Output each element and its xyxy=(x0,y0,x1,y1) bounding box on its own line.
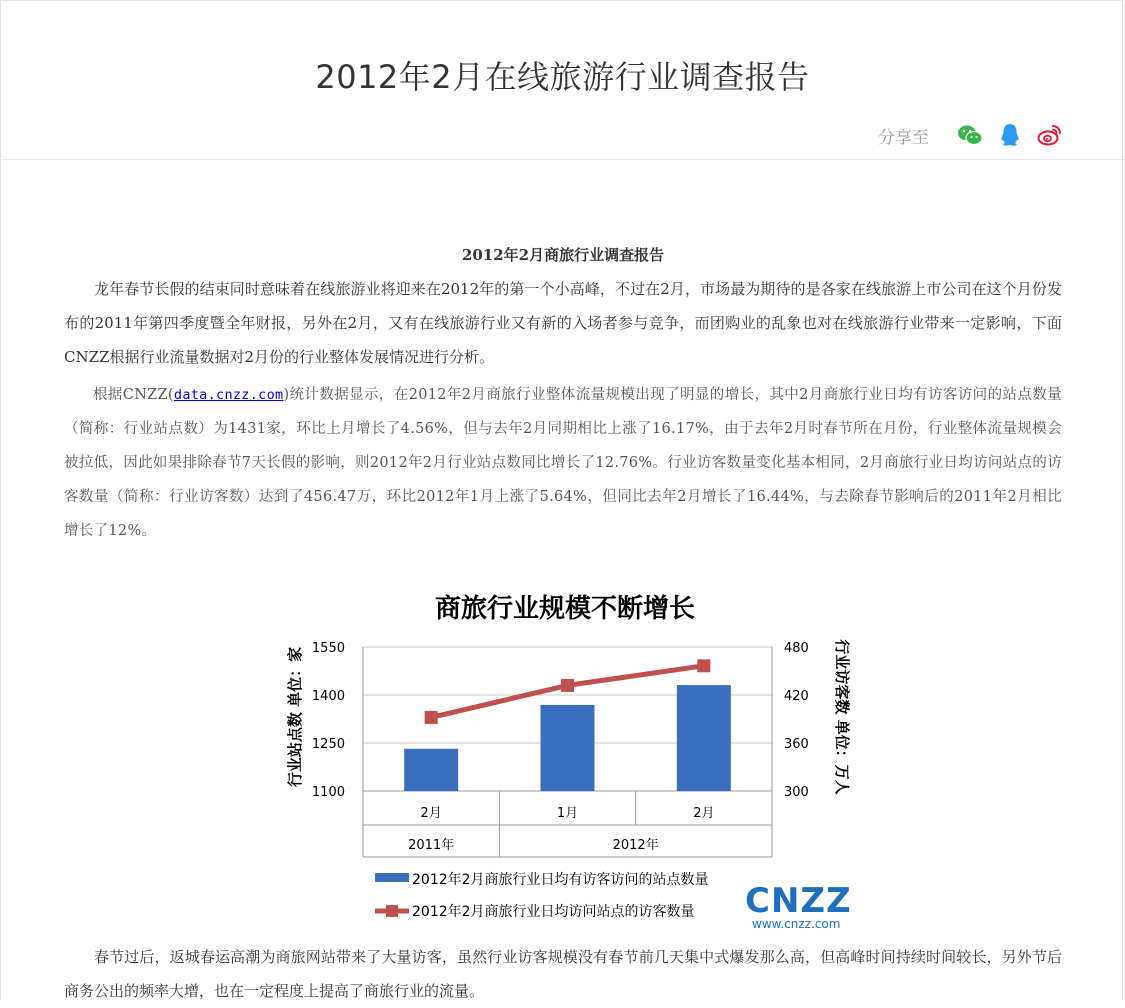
stats-text-before: 根据CNZZ( xyxy=(93,387,174,403)
legend-bar-label: 2012年2月商旅行业日均有访客访问的站点数量 xyxy=(412,872,709,888)
line-marker xyxy=(697,659,710,672)
bar xyxy=(541,705,595,791)
y2-axis-label: 行业访客数 单位：万人 xyxy=(833,639,851,795)
y2-tick-label: 300 xyxy=(784,785,809,800)
y-axis-label: 行业站点数 单位：家 xyxy=(286,646,304,788)
cnzz-logo: CNZZ xyxy=(745,881,852,921)
weibo-icon[interactable] xyxy=(1037,122,1063,148)
legend-bar-swatch xyxy=(375,873,409,882)
article-body xyxy=(64,238,1062,548)
line-marker xyxy=(425,711,438,724)
paragraph-holiday: 春节过后，返城春运高潮为商旅网站带来了大量访客，虽然行业访客规模没有春节前几天集中式爆发那么高，但高峰时间持续时间较长，另外节后商务公出的频率大增，也在一定程度上提高了商旅行业的流量。 xyxy=(64,948,1062,1000)
x-group-label: 2011年 xyxy=(408,838,455,853)
y2-tick-label: 480 xyxy=(784,641,809,656)
y-tick-label: 1400 xyxy=(311,689,345,704)
article-heading: 2012年2月商旅行业调查报告 xyxy=(461,246,665,264)
y-tick-label: 1100 xyxy=(311,785,345,800)
paragraph-intro: 龙年春节长假的结束同时意味着在线旅游业将迎来在2012年的第一个小高峰，不过在2月，市场最为期待的是各家在线旅游上市公司在这个月份发布的2011年第四季度暨全年财报，另外在2月，又有在线旅游行业又有新的入场者参与竞争，而团购业的乱象也对在线旅游行业带来一定影响，下面CNZZ根据行业流量数据对2月份的行业整体发展情况进行分析。 xyxy=(64,280,1062,366)
x-tick-label: 2月 xyxy=(420,806,442,821)
cnzz-data-link[interactable]: data.cnzz.com xyxy=(173,387,284,403)
page-title: 2012年2月在线旅游行业调查报告 xyxy=(315,58,810,96)
legend-line-marker xyxy=(386,905,398,917)
bar xyxy=(404,749,458,791)
share-label: 分享至 xyxy=(878,127,929,148)
qq-icon[interactable] xyxy=(997,122,1023,148)
chart-business-travel-scale xyxy=(275,585,855,937)
chart-title: 商旅行业规模不断增长 xyxy=(434,594,696,624)
y2-tick-label: 420 xyxy=(784,689,809,704)
x-tick-label: 2月 xyxy=(693,806,715,821)
wechat-icon[interactable] xyxy=(957,122,983,148)
x-group-label: 2012年 xyxy=(612,838,659,853)
y-tick-label: 1550 xyxy=(311,641,345,656)
legend-line-label: 2012年2月商旅行业日均访问站点的访客数量 xyxy=(412,904,695,920)
y-tick-label: 1250 xyxy=(311,737,345,752)
cnzz-logo-url: www.cnzz.com xyxy=(752,917,841,931)
bar xyxy=(677,685,731,791)
x-tick-label: 1月 xyxy=(556,806,579,821)
line-marker xyxy=(561,679,574,692)
share-bar xyxy=(878,120,1063,150)
y2-tick-label: 360 xyxy=(784,737,809,752)
paragraph-stats xyxy=(64,378,1062,548)
header-divider xyxy=(0,159,1125,160)
stats-text-after: )统计数据显示，在2012年2月商旅行业整体流量规模出现了明显的增长，其中2月商旅行业日均有访客访问的站点数量（简称：行业站点数）为1431家，环比上月增长了4.56%，但与去年2月同期相比上涨了16.17%，由于去年2月时春节所在月份，行业整体流量规模会被拉低，因此如果排除春节7天长假的影响，则2012年2月行业站点数同比增长了12.76%。行业访客数量变化基本相同，2月商旅行业日均访问站点的访客数量（简称：行业访客数）达到了456.47万，环比2012年1月上涨了5.64%，但同比去年2月增长了16.44%，与去除春节影响后的2011年2月相比增长了12%。 xyxy=(64,387,1062,539)
